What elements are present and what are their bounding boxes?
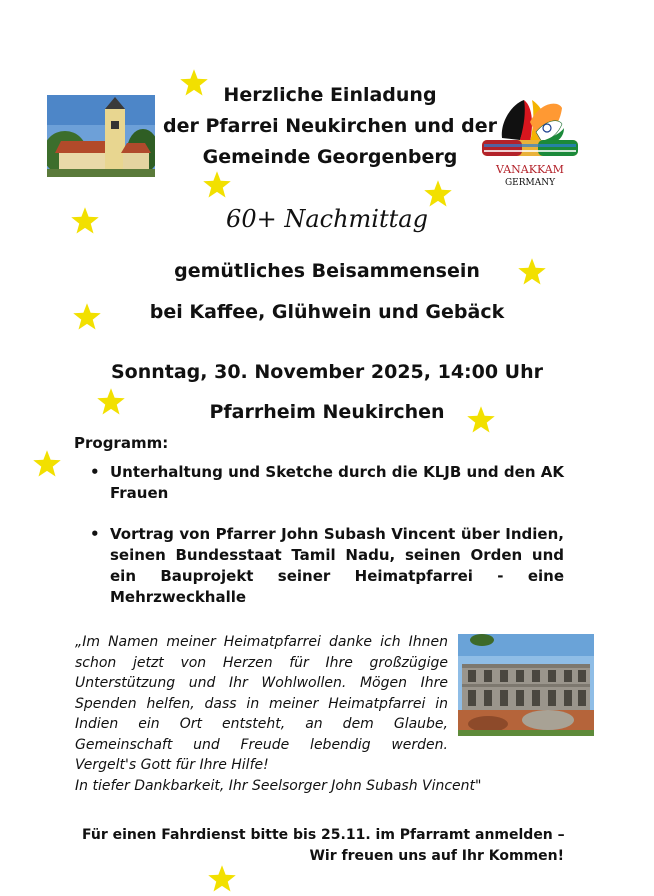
event-location: Pfarrheim Neukirchen	[209, 401, 445, 423]
event-tagline-2: bei Kaffee, Glühwein und Gebäck	[149, 301, 505, 323]
logo-text-line-2: GERMANY	[504, 178, 556, 188]
event-tagline-1: gemütliches Beisammensein	[174, 260, 480, 282]
event-date: Sonntag, 30. November 2025, 14:00 Uhr	[110, 361, 544, 383]
footer-line-1: Für einen Fahrdienst bitte bis 25.11. im Pfarramt anmelden –	[82, 827, 565, 843]
header-line-1: Herzliche Einladung	[223, 84, 437, 106]
event-title: 60+ Nachmittag	[226, 205, 428, 233]
star-icon	[32, 449, 62, 479]
footer-line-2: Wir freuen uns auf Ihr Kommen!	[309, 848, 564, 864]
pastor-quote	[75, 632, 482, 796]
construction-photo	[458, 634, 594, 736]
star-icon	[207, 864, 237, 894]
program-list	[88, 462, 564, 628]
header-line-3: Gemeinde Georgenberg	[202, 146, 458, 168]
quote-text: „Im Namen meiner Heimatpfarrei danke ich Ihnen schon jetzt von Herzen für Ihre großzügige Unterstützung und Ihr Wohlwollen. Mögen Ihre Spenden helfen, dass in meiner Heimatpfarrei in Indien ein Ort entsteht, an dem Glaube, Gemeinschaft und Freude lebendig werden. Vergelt's Gott für Ihre Hilfe!	[75, 634, 448, 773]
vanakkam-germany-logo	[474, 92, 586, 188]
invitation-header	[130, 80, 530, 173]
quote-signature: In tiefer Dankbarkeit, Ihr Seelsorger John Subash Vincent"	[75, 777, 482, 794]
program-item: • Unterhaltung und Sketche durch die KLJB und den AK Frauen	[88, 462, 564, 504]
star-icon	[202, 170, 232, 200]
program-item: • Vortrag von Pfarrer John Subash Vincent über Indien, seinen Bundesstaat Tamil Nadu, seinen Orden und ein Bauprojekt seiner Heimatpfarrei - eine Mehrzweckhalle	[88, 524, 564, 608]
program-heading: Programm:	[74, 434, 169, 452]
header-line-2: der Pfarrei Neukirchen und der	[162, 115, 497, 137]
logo-text-line-1: VANAKKAM	[496, 163, 564, 176]
